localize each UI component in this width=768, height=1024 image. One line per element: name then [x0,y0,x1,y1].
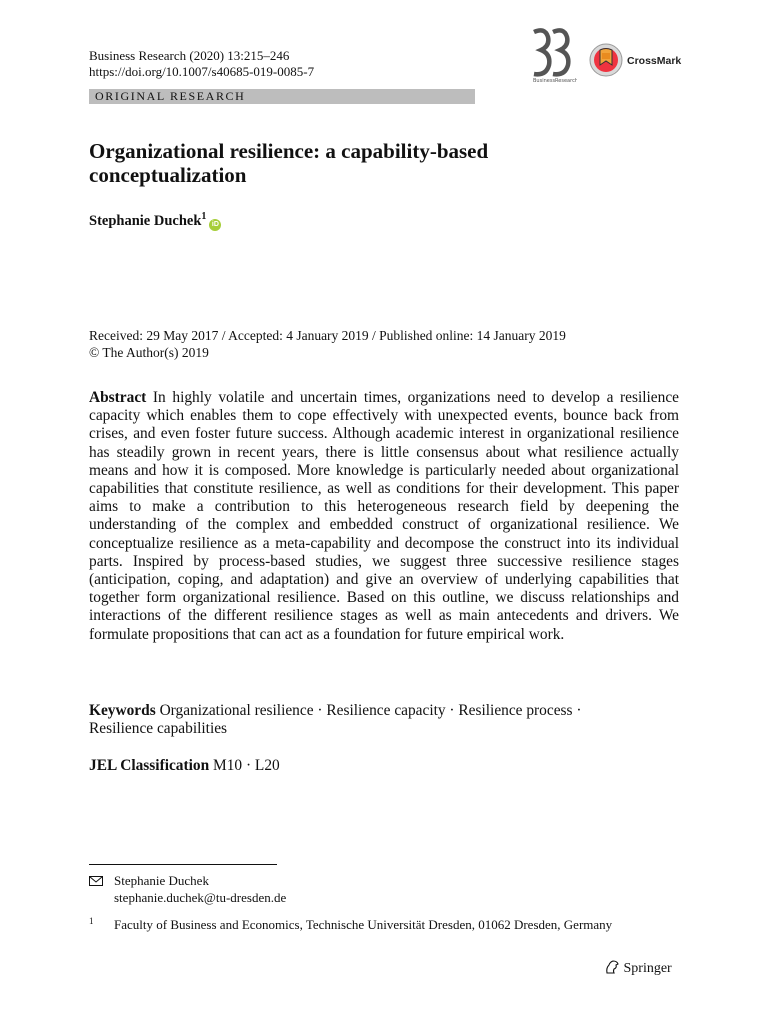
svg-text:BusinessResearch: BusinessResearch [533,78,577,84]
keywords [89,702,629,738]
envelope-icon [89,876,103,886]
dates-line: Received: 29 May 2017 / Accepted: 4 January 2019 / Published online: 14 January 2019 [89,328,566,343]
keywords-label: Keywords [89,702,156,719]
article-title: Organizational resilience: a capability-based conceptualization [89,139,489,187]
publisher-name: Springer [623,961,672,976]
affiliation-mark: 1 [201,211,207,222]
copyright-line: © The Author(s) 2019 [89,345,209,360]
abstract-text: In highly volatile and uncertain times, organizations need to develop a resilience capacity which enables them to cope effectively with unexpected events, bounce back from crises, and even foster future success. Although academic interest in organizational resilience has steadily grown in recent years, there is little consensus about what resilience actually means and how it is composed. More knowledge is particularly needed about organizational capabilities that constitute resilience, as well as conditions for their development. This paper aims to make a contribution to this heterogeneous research field by deepening the understanding of the complex and embedded construct of organizational resilience. We conceptualize resilience as a meta-capability and decompose the construct into its individual parts. Inspired by process-based studies, we suggest three successive resilience stages (anticipation, coping, and adaptation) and give an overview of underlying capabilities that together form organizational resilience. Based on this outline, we discuss relationships and interactions of the different resilience stages as well as main antecedents and drivers. We formulate propositions that can act as a foundation for future empirical work. [89,389,679,643]
abstract [89,389,679,644]
publication-dates [89,327,566,361]
author-name[interactable]: Stephanie Duchek [89,213,202,229]
journal-citation: Business Research (2020) 13:215–246 [89,48,290,63]
keywords-text: Organizational resilience · Resilience capacity · Resilience process · Resilience capabilities [89,702,582,738]
jel-label: JEL Classification [89,757,210,774]
doi-link[interactable]: https://doi.org/10.1007/s40685-019-0085-7 [89,64,315,79]
jel-classification [89,757,280,775]
correspondence-email[interactable]: stephanie.duchek@tu-dresden.de [114,889,287,905]
jel-codes: M10 · L20 [213,757,280,774]
springer-horse-icon [604,960,620,974]
crossmark-icon [589,43,623,77]
business-research-logo [531,28,577,84]
affiliation-number: 1 [89,916,94,926]
crossmark-label: CrossMark [627,55,682,67]
correspondence-name: Stephanie Duchek [114,873,209,888]
affiliation-text: Faculty of Business and Economics, Technische Universität Dresden, 01062 Dresden, Germany [114,917,613,932]
crossmark-badge[interactable] [589,43,682,82]
publisher-mark [604,960,672,977]
section-label: ORIGINAL RESEARCH [89,89,475,104]
footnote-divider [89,864,277,865]
author-line [89,208,221,231]
orcid-icon[interactable]: iD [209,219,221,231]
abstract-label: Abstract [89,389,147,406]
